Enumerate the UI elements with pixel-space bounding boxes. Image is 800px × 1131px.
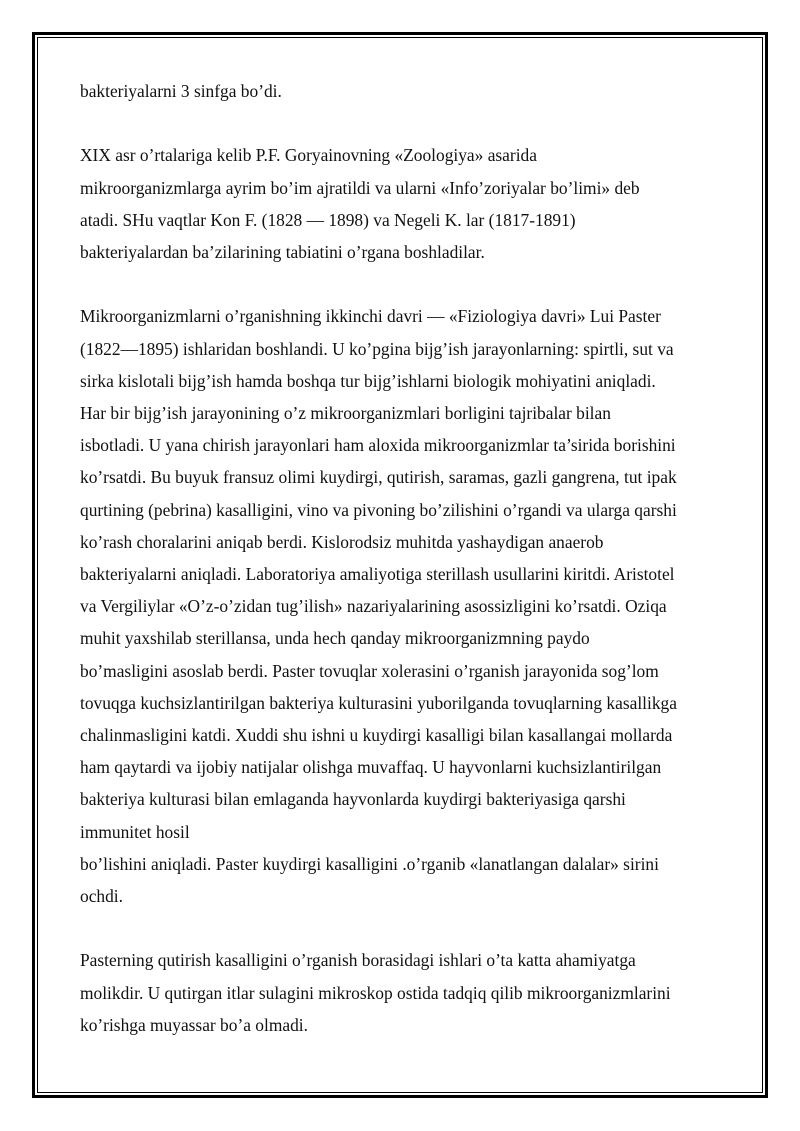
paragraph-4: Pasterning qutirish kasalligini o’rganish borasidagi ishlari o’ta katta ahamiyatga molikdir. U qutirgan itlar sulagini mikroskop ostida tadqiq qilib mikroorganizmlarini ko’rishga muyassar bo’a olmadi. xyxy=(80,950,671,1035)
page-border-inner xyxy=(37,37,763,1093)
paragraph-3: Mikroorganizmlarni o’rganishning ikkinchi davri — «Fiziologiya davri» Lui Paster (1822—1895) ishlaridan boshlandi. U ko’pgina bijg’ish jarayonlarning: spirtli, sut va sirka kislotali bijg’ish hamda boshqa tur bijg’ishlarni biologik mohiyatini aniqladi. Har bir bijg’ish jarayonining o’z mikroorganizmlari borligini tajribalar bilan isbotladi. U yana chirish jarayonlari ham aloxida mikroorganizmlar ta’sirida borishini ko’rsatdi. Bu buyuk fransuz olimi kuydirgi, qutirish, saramas, gazli gangrena, tut ipak qurtining (pebrina) kasalligini, vino va pivoning bo’zilishini o’rgandi va ularga qarshi ko’rash choralarini aniqab berdi. Kislorodsiz muhitda yashaydigan anaerob bakteriyalarni aniqladi. Laboratoriya amaliyotiga sterillash usullarini kiritdi. Aristotel va Vergiliylar «O’z-o’zidan tug’ilish» nazariyalarining asossizligini ko’rsatdi. Oziqa muhit yaxshilab sterillansa, unda hech qanday mikroorganizmning paydo bo’masligini asoslab berdi. Paster tovuqlar xolerasini o’rganish jarayonida sog’lom tovuqga kuchsizlantirilgan bakteriya kulturasini yuborilganda tovuqlarning kasallikga chalinmasligini katdi. Xuddi shu ishni u kuydirgi kasalligi bilan kasallangai mollarda ham qaytardi va ijobiy natijalar olishga muvaffaq. U hayvonlarni kuchsizlantirilgan bakteriya kulturasi bilan emlaganda hayvonlarda kuydirgi bakteriyasiga qarshi immunitet hosil bo’lishini aniqladi. Paster kuydirgi kasalligini .o’rganib «lanatlangan dalalar» sirini ochdi. xyxy=(80,306,677,907)
paragraph-1: bakteriyalarni 3 sinfga bo’di. xyxy=(80,81,282,101)
page-border xyxy=(32,32,768,1098)
document-body xyxy=(80,75,740,1041)
paragraph-2: XIX asr o’rtalariga kelib P.F. Goryainovning «Zoologiya» asarida mikroorganizmlarga ayrim bo’im ajratildi va ularni «Info’zoriyalar bo’limi» deb atadi. SHu vaqtlar Kon F. (1828 — 1898) va Negeli K. lar (1817-1891) bakteriyalardan ba’zilarining tabiatini o’rgana boshladilar. xyxy=(80,145,640,262)
